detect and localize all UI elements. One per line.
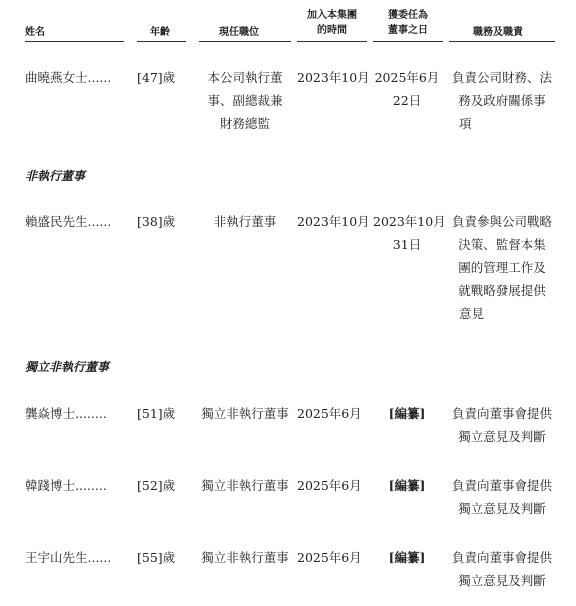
director-name: 賴盛民先生...... (25, 214, 112, 229)
duties-line: 意見 (459, 306, 485, 321)
director-name: 曲曉燕女士...... (25, 70, 112, 85)
director-position (199, 210, 291, 233)
position-line: 獨立非執行董事 (201, 478, 289, 493)
director-duties (449, 210, 555, 325)
joined-date: 2025年6月 (297, 478, 362, 493)
duties-line: 獨立意見及判斷 (458, 573, 546, 588)
position-line: 事、副總裁兼 (207, 93, 283, 108)
header-appointed-line1: 獲委任為 (388, 10, 428, 21)
section-heading: 非執行董事 (25, 169, 86, 183)
duties-line: 負責向董事會提供 (451, 406, 552, 421)
duties-line: 項 (459, 116, 472, 131)
header-appointed (377, 8, 439, 38)
section-heading: 獨立非執行董事 (25, 360, 110, 374)
director-age: [51]歲 (137, 406, 176, 421)
director-position (199, 66, 291, 135)
director-duties (449, 66, 555, 135)
duties-line: 務及政府關係事 (458, 93, 546, 108)
duties-line: 負責向董事會提供 (451, 478, 552, 493)
appointed-line: 22日 (392, 93, 422, 108)
director-position (199, 402, 291, 425)
appointed-line: 2025年6月 (374, 70, 440, 85)
header-rule (199, 41, 291, 42)
director-position (199, 546, 291, 569)
appointed-date (373, 210, 446, 256)
duties-line: 獨立意見及判斷 (458, 429, 546, 444)
header-rule (449, 41, 555, 42)
header-name: 姓名 (25, 27, 45, 38)
header-duties: 職務及職責 (473, 27, 523, 38)
duties-line: 負責公司財務、法 (451, 70, 552, 85)
header-joined-line2: 的時間 (317, 25, 347, 36)
header-rule (297, 41, 367, 42)
director-name: 王宇山先生...... (25, 550, 112, 565)
director-age: [47]歲 (137, 70, 176, 85)
director-age: [52]歲 (137, 478, 176, 493)
duties-line: 就戰略發展提供 (458, 283, 546, 298)
duties-line: 獨立意見及判斷 (458, 501, 546, 516)
appointed-line: 31日 (392, 237, 422, 252)
appointed-date (373, 66, 441, 112)
position-line: 獨立非執行董事 (201, 406, 289, 421)
director-duties (449, 402, 555, 448)
position-line: 非執行董事 (213, 214, 277, 229)
joined-date: 2025年6月 (297, 550, 362, 565)
appointed-date: [編纂] (388, 478, 426, 493)
duties-line: 負責參與公司戰略 (451, 214, 552, 229)
position-line: 本公司執行董 (207, 70, 283, 85)
joined-date: 2023年10月 (297, 70, 370, 85)
position-line: 獨立非執行董事 (201, 550, 289, 565)
director-position (199, 474, 291, 497)
director-name: 韓踐博士........ (25, 478, 107, 493)
duties-line: 團的管理工作及 (458, 260, 546, 275)
director-age: [38]歲 (137, 214, 176, 229)
header-age: 年齡 (150, 27, 170, 38)
header-rule (373, 41, 443, 42)
director-duties (449, 474, 555, 520)
joined-date: 2023年10月 (297, 214, 370, 229)
director-name: 龔焱博士........ (25, 406, 107, 421)
header-appointed-line2: 董事之日 (388, 25, 428, 36)
header-rule (137, 41, 186, 42)
duties-line: 決策、監督本集 (458, 237, 546, 252)
duties-line: 負責向董事會提供 (451, 550, 552, 565)
appointed-date: [編纂] (388, 406, 426, 421)
position-line: 財務總監 (219, 116, 270, 131)
joined-date: 2025年6月 (297, 406, 362, 421)
header-joined-line1: 加入本集團 (307, 10, 357, 21)
director-duties (449, 546, 555, 592)
director-age: [55]歲 (137, 550, 176, 565)
appointed-date: [編纂] (388, 550, 426, 565)
header-position: 現任職位 (219, 27, 259, 38)
appointed-line: 2023年10月 (373, 214, 446, 229)
header-joined (301, 8, 363, 38)
header-rule (25, 41, 124, 42)
